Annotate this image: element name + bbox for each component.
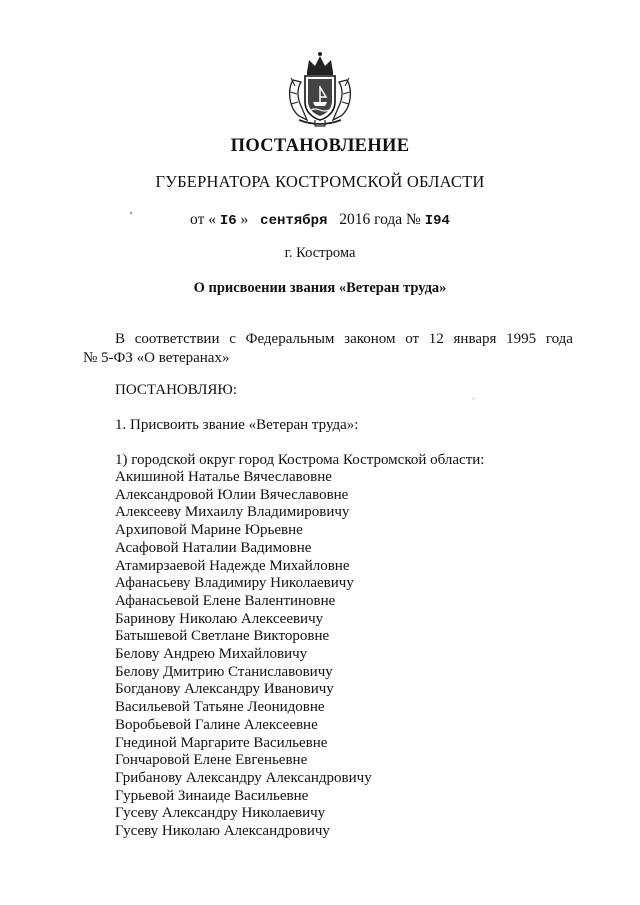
list-item: Афанасьевой Елене Валентиновне (115, 592, 336, 609)
names-list (115, 469, 372, 841)
document-date-line (0, 211, 640, 229)
preamble-word: года (545, 331, 573, 347)
document-subject: О присвоении звания «Ветеран труда» (193, 280, 447, 296)
district-heading: 1) городской округ город Кострома Костромской области: (115, 452, 485, 468)
coat-of-arms-icon (285, 50, 355, 128)
list-item: Гурьевой Зинаиде Васильевне (115, 787, 309, 804)
decree-heading: ПОСТАНОВЛЯЮ: (115, 382, 237, 398)
preamble-line-2: № 5-ФЗ «О ветеранах» (83, 350, 230, 366)
list-item: Воробьевой Галине Алексеевне (115, 716, 318, 733)
list-item: Гнединой Маргарите Васильевне (115, 734, 328, 751)
preamble-word: с (229, 331, 236, 347)
date-month: сентября (260, 213, 328, 229)
list-item: Атамирзаевой Надежде Михайловне (115, 557, 350, 574)
list-item: Васильевой Татьяне Леонидовне (115, 699, 325, 716)
list-item: Грибанову Александру Александровичу (115, 769, 372, 786)
preamble-word: соответствии (134, 331, 220, 347)
list-item: Баринову Николаю Алексеевичу (115, 610, 324, 627)
preamble-word: законом (344, 331, 396, 347)
scan-speck (130, 212, 132, 214)
list-item: Асафовой Наталии Вадимовне (115, 539, 312, 556)
preamble-word: от (405, 331, 420, 347)
preamble-line-1 (115, 330, 573, 349)
preamble-word: 1995 (506, 331, 537, 347)
list-item: Гончаровой Елене Евгеньевне (115, 752, 308, 769)
preamble-word: Федеральным (245, 331, 335, 347)
preamble-word: 12 (428, 331, 444, 347)
list-item: Гусеву Николаю Александровичу (115, 823, 330, 840)
date-year: 2016 года № (339, 211, 421, 228)
document-title: ПОСТАНОВЛЕНИЕ (230, 136, 410, 156)
list-item: Белову Андрею Михайловичу (115, 646, 308, 663)
date-day: I6 (219, 213, 237, 229)
date-prefix: от « (190, 211, 216, 228)
list-item: Архиповой Марине Юрьевне (115, 522, 303, 539)
document-number: I94 (424, 213, 450, 229)
clause-1: 1. Присвоить звание «Ветеран труда»: (115, 417, 359, 433)
list-item: Акишиной Наталье Вячеславовне (115, 469, 332, 485)
document-city: г. Кострома (284, 245, 356, 261)
list-item: Белову Дмитрию Станиславовичу (115, 663, 333, 680)
list-item: Афанасьеву Владимиру Николаевичу (115, 575, 354, 592)
list-item: Гусеву Александру Николаевичу (115, 805, 326, 822)
list-item: Александровой Юлии Вячеславовне (115, 486, 349, 503)
scan-speck (473, 398, 474, 399)
preamble-word: января (453, 331, 497, 347)
date-mid: » (240, 211, 249, 228)
list-item: Алексееву Михаилу Владимировичу (115, 504, 350, 521)
document-issuer: ГУБЕРНАТОРА КОСТРОМСКОЙ ОБЛАСТИ (155, 172, 485, 191)
preamble-word: В (115, 331, 126, 347)
list-item: Батышевой Светлане Викторовне (115, 628, 330, 645)
list-item: Богданову Александру Ивановичу (115, 681, 334, 698)
